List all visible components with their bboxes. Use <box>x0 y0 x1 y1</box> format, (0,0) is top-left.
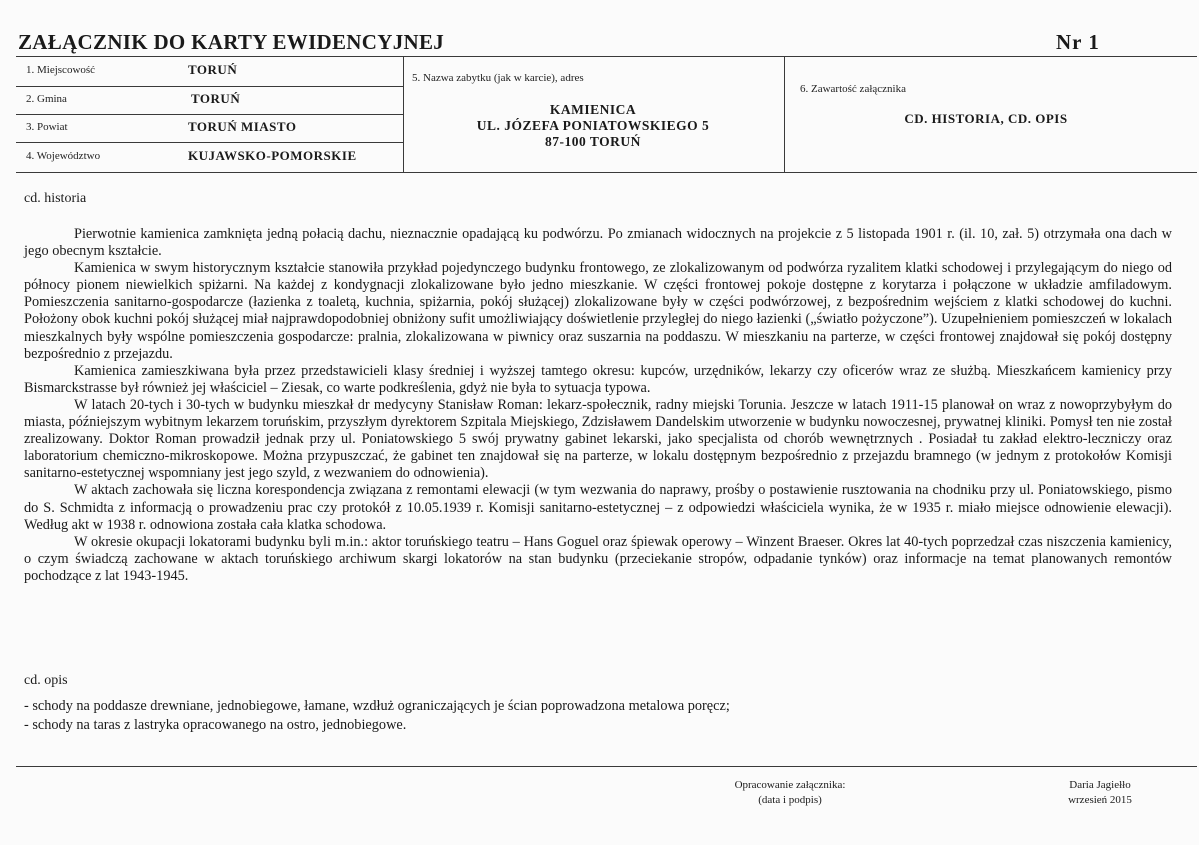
field-value: TORUŃ <box>191 91 241 106</box>
monument-address <box>403 102 783 150</box>
historia-paragraph: W latach 20-tych i 30-tych w budynku mieszkał dr medycyny Stanisław Roman: lekarz-społecznik, radny miejski Torunia. Jeszcze w latach 1911-15 planował on wraz z nowoprzybyłym do miasta, późniejszym wybitnym lekarzem toruńskim, przyszłym dyrektorem Szpitala Miejskiego, Zdzisławem Dandelskim utworzenie w budynku nowoczesnej, prywatnej kliniki. Pomysł ten nie został zrealizowany. Doktor Roman prowadził jednak przy ul. Poniatowskiego 5 swój prywatny gabinet lekarski, jako specjalista od chorób wewnętrznych . Posiadał tu zakład elektro-leczniczy oraz laboratorium chemiczno-mikroskopowe. Można przypuszczać, że gabinet ten znajdował się na parterze, w lokalu dostępnym bezpośrednio z przejazdu bramnego (w jednym z protokołów Komisji sanitarno-estetycznej wspomniany jest jego szyld, z wezwaniem do odnowienia). <box>24 396 1172 482</box>
header-top-rule <box>16 56 1197 57</box>
preparation-sublabel: (data i podpis) <box>758 794 822 806</box>
contents-value: CD. HISTORIA, CD. OPIS <box>904 111 1068 126</box>
page-title: ZAŁĄCZNIK DO KARTY EWIDENCYJNEJ <box>18 30 445 54</box>
historia-paragraph: Pierwotnie kamienica zamknięta jedną połacią dachu, nieznacznie opadającą ku podwórzu. Po zmianach widocznych na projekcie z 5 listopada 1901 r. (il. 10, zał. 5) otrzymała ona dach w jego obecnym kształcie. <box>24 226 1172 260</box>
author-name: Daria Jagiełło <box>1069 779 1131 791</box>
preparation-label: Opracowanie załącznika: <box>734 779 846 791</box>
monument-label: 5. Nazwa zabytku (jak w karcie), adres <box>412 72 584 84</box>
row-divider-3 <box>16 142 404 143</box>
historia-paragraph: W okresie okupacji lokatorami budynku byli m.in.: aktor toruńskiego teatru – Hans Goguel oraz śpiewak operowy – Winzent Braeser. Okres lat 40-tych poprzedzał czas niszczenia kamienicy, o czym świadczą zachowane w aktach toruńskiego archiwum skargi lokatorów na stan budynku (przeciekanie stropów, odpadanie tynków) oraz informacje na temat planowanych remontów pochodzące z lat 1943-1945. <box>24 533 1172 584</box>
monument-city: 87-100 TORUŃ <box>545 134 641 149</box>
field-value: TORUŃ <box>188 62 238 77</box>
field-label: 1. Miejscowość <box>26 64 96 76</box>
column-divider-2 <box>784 56 785 172</box>
historia-paragraph: Kamienica w swym historycznym kształcie stanowiła przykład pojedynczego budynku frontowego, ze zlokalizowanym od podwórza ryzalitem klatki schodowej i przylegającym do niego od północy pionem niewielkich spiżarni. Na każdej z kondygnacji zlokalizowane było jedno mieszkanie. W części frontowej pokoje dostępne z korytarza i połączone w układzie amfiladowym. Pomieszczenia sanitarno-gospodarcze (łazienka z toaletą, kuchnia, spiżarnia, pokój służącej) zlokalizowane były w części podwórzowej, z bezpośrednim wejściem z klatki schodowej do kuchni. Położony obok kuchni pokój służącej miał najprawdopodobniej obniżony sufit umożliwiający doświetlenie przyległej do niego łazienki („światło pożyczone”). Uzupełnieniem pomieszczeń w lokalach mieszkalnych były wspólne pomieszczenia gospodarcze: pralnia, zlokalizowana w piwnicy oraz suszarnia na poddaszu. W mieszkaniu na parterze, w części frontowej znajdował się pokój dostępny bezpośrednio z przejazdu. <box>24 260 1172 362</box>
preparation-block <box>690 778 890 808</box>
opis-heading: cd. opis <box>24 673 68 688</box>
historia-paragraph: Kamienica zamieszkiwana była przez przedstawicieli klasy średniej i wyższej tamtego okresu: kupców, urzędników, lekarzy czy oficerów wraz ze służbą. Mieszkańcem kamienicy przy Bismarckstrasse był również jej właściciel – Ziesak, co warte podkreślenia, gdyż nie była to sytuacja typowa. <box>24 362 1172 396</box>
field-value: KUJAWSKO-POMORSKIE <box>188 148 357 163</box>
historia-heading: cd. historia <box>24 191 87 206</box>
opis-item: - schody na poddasze drewniane, jednobiegowe, łamane, wzdłuż ograniczających je ścian poprowadzona metalowa poręcz; <box>24 698 730 714</box>
contents-label: 6. Zawartość załącznika <box>800 83 906 95</box>
monument-name: KAMIENICA <box>549 102 637 117</box>
opis-item: - schody na taras z lastryka opracowanego na ostro, jednobiegowe. <box>24 717 407 733</box>
footer-rule <box>16 766 1197 767</box>
row-divider-2 <box>16 114 404 115</box>
historia-body <box>24 226 1172 585</box>
historia-paragraph: W aktach zachowała się liczna korespondencja związana z remontami elewacji (w tym wezwania do naprawy, prośby o postawienie rusztowania na chodniku przy ul. Poniatowskiego, pismo do S. Schmidta z informacją o prowadzeniu prac czy protokół z 10.05.1939 r. Komisji sanitarno-estetycznej – z odpowiedzi właściciela wynika, że w 1935 r. miało miejsce odnowienie elewacji). Według akt w 1938 r. odnowiona została cała klatka schodowa. <box>24 482 1172 533</box>
monument-street: UL. JÓZEFA PONIATOWSKIEGO 5 <box>476 118 710 133</box>
field-label: 3. Powiat <box>26 121 68 133</box>
author-block <box>1040 778 1160 808</box>
attachment-number: Nr 1 <box>1056 30 1100 54</box>
header-bottom-rule <box>16 172 1197 173</box>
row-divider-1 <box>16 86 404 87</box>
preparation-date: wrzesień 2015 <box>1068 794 1132 806</box>
field-label: 4. Województwo <box>26 150 101 162</box>
field-value: TORUŃ MIASTO <box>188 119 297 134</box>
field-label: 2. Gmina <box>26 93 67 105</box>
